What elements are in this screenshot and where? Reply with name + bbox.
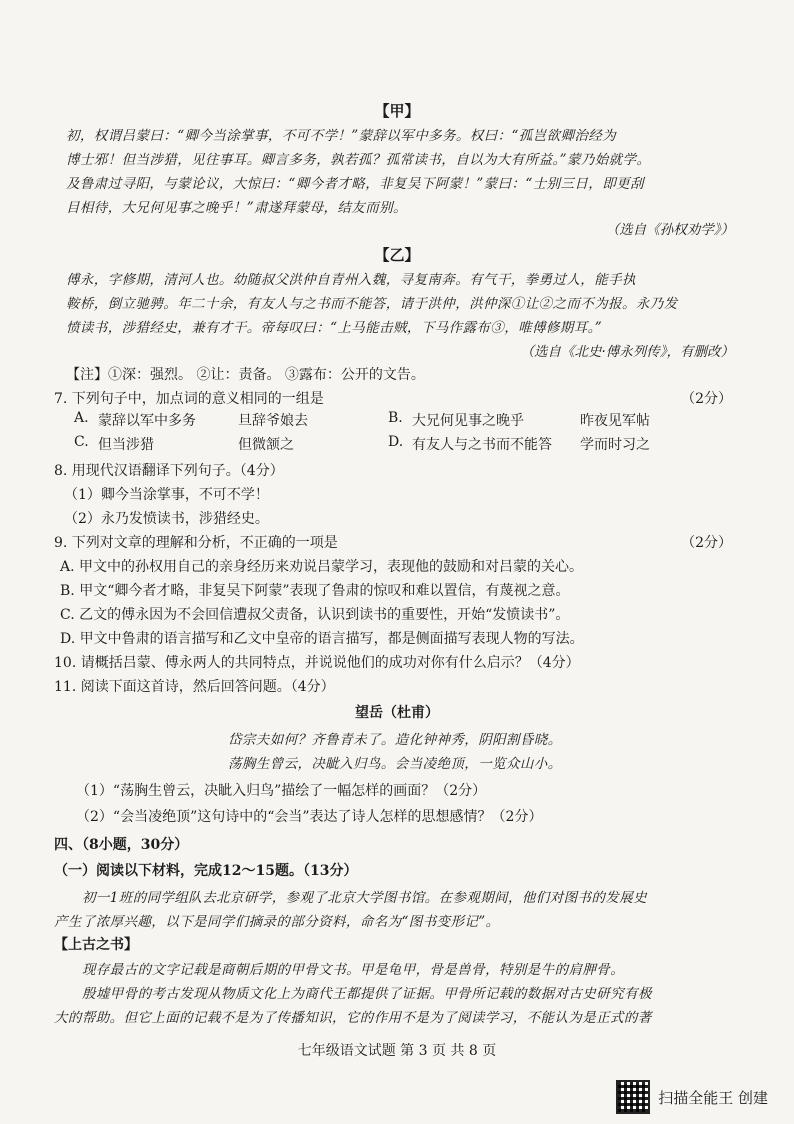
poem-title: 望岳（杜甫） (355, 705, 439, 721)
passage-yi-line: 愤读书，涉猎经史，兼有才干。帝每叹曰：“上马能击贼，下马作露布③，唯傅修期耳。” (66, 320, 603, 336)
q7-option-c-label: C. (74, 434, 89, 450)
passage-jia-line: 目相待，大兄何见事之晚乎！”肃遂拜蒙母，结友而别。 (66, 200, 407, 216)
question-7-stem: 7. 下列句子中，加点词的意义相同的一组是 (54, 391, 324, 407)
poem-line: 荡胸生曾云，决眦入归鸟。会当凌绝顶，一览众山小。 (228, 756, 562, 772)
q7-option-b-label: B. (388, 410, 403, 426)
question-11-item: （1）“荡胸生曾云，决眦入归鸟”描绘了一幅怎样的画面？（2分） (76, 783, 487, 799)
q7-option-d-label: D. (388, 434, 404, 450)
passage-jia-heading: 【甲】 (374, 102, 420, 120)
question-9-stem: 9. 下列对文章的理解和分析，不正确的一项是 (54, 535, 338, 551)
q9-option-a: A. 甲文中的孙权用自己的亲身经历来劝说吕蒙学习，表现他的鼓励和对吕蒙的关心。 (60, 559, 584, 575)
q9-option-d: D. 甲文中鲁肃的语言描写和乙文中皇帝的语言描写，都是侧面描写表现人物的写法。 (60, 631, 584, 647)
scanner-watermark (616, 1080, 768, 1114)
section-4-subheading: （一）阅读以下材料，完成12～15题。（13分） (54, 863, 358, 879)
passage-jia-line: 及鲁肃过寻阳，与蒙论议，大惊曰：“卿今者才略，非复吴下阿蒙！”蒙曰：“士别三日，即更刮 (66, 176, 644, 192)
watermark-text: 扫描全能王 创建 (658, 1088, 768, 1107)
question-7-score: （2分） (681, 391, 732, 407)
question-9-score: （2分） (681, 535, 732, 551)
question-8-item: （2）永乃发愤读书，涉猎经史。 (64, 511, 269, 527)
question-10: 10. 请概括吕蒙、傅永两人的共同特点，并说说他们的成功对你有什么启示？（4分） (54, 655, 580, 671)
q9-option-b: B. 甲文“卿今者才略，非复吴下阿蒙”表现了鲁肃的惊叹和难以置信，有蔑视之意。 (60, 583, 570, 599)
passage-yi-line: 鞍桥，倒立驰骋。年二十余，有友人与之书而不能答，请于洪仲，洪仲深①让②之而不为报。永乃发 (66, 296, 678, 312)
question-8-item: （1）卿今当涂掌事，不可不学！ (64, 487, 269, 503)
q7-option-b-text2: 昨夜见军帖 (580, 413, 650, 429)
material-body-line: 大的帮助。但它上面的记载不是为了传播知识，它的作用不是为了阅读学习，不能认为是正式的著 (54, 1010, 652, 1026)
material-body-line: 殷墟甲骨的考古发现从物质文化上为商代王都提供了证据。甲骨所记载的数据对古史研究有极 (82, 986, 652, 1002)
q7-option-d-text1: 有友人与之书而不能答 (412, 437, 552, 453)
passage-yi-line: 傅永，字修期，清河人也。幼随叔父洪仲自青州入魏，寻复南奔。有气干，拳勇过人，能手执 (66, 272, 636, 288)
q7-option-a-label: A. (74, 410, 89, 426)
passage-jia-line: 博士邪！但当涉猎，见往事耳。卿言多务，孰若孤？孤常读书，自以为大有所益。”蒙乃始就学。 (66, 152, 651, 168)
material-body-line: 现存最古的文字记载是商朝后期的甲骨文书。甲是龟甲，骨是兽骨，特别是牛的肩胛骨。 (82, 962, 625, 978)
passage-yi-source: （选自《北史·傅永列传》，有删改） (520, 344, 734, 360)
passage-jia-line: 初，权谓吕蒙曰：“卿今当涂掌事，不可不学！”蒙辞以军中多务。权曰：“孤岂欲卿治经为 (66, 128, 617, 144)
material-subhead: 【上古之书】 (54, 937, 138, 953)
passage-yi-heading: 【乙】 (374, 246, 420, 264)
passage-jia-source: （选自《孙权劝学》） (605, 222, 734, 238)
question-11-stem: 11. 阅读下面这首诗，然后回答问题。（4分） (54, 679, 335, 695)
qr-code-icon (616, 1080, 650, 1114)
section-4-intro-line: 产生了浓厚兴趣，以下是同学们摘录的部分资料，命名为“图书变形记”。 (54, 914, 500, 930)
q7-option-a-text1: 蒙辞以军中多务 (98, 413, 196, 429)
section-4-heading: 四、（8小题，30分） (54, 837, 189, 853)
question-8-stem: 8. 用现代汉语翻译下列句子。（4分） (54, 463, 284, 479)
q7-option-c-text1: 但当涉猎 (98, 437, 154, 453)
poem-line: 岱宗夫如何？齐鲁青未了。造化钟神秀，阴阳割昏晓。 (228, 732, 562, 748)
q7-option-b-text1: 大兄何见事之晚乎 (412, 413, 524, 429)
q9-option-c: C. 乙文的傅永因为不会回信遭叔父责备，认识到读书的重要性，开始“发愤读书”。 (60, 607, 570, 623)
page-footer: 七年级语文试题 第 3 页 共 8 页 (297, 1043, 497, 1059)
q7-option-c-text2: 但微颔之 (238, 437, 294, 453)
question-11-item: （2）“会当凌绝顶”这句诗中的“会当”表达了诗人怎样的思想感情？（2分） (76, 809, 543, 825)
section-4-intro-line: 初一1班的同学组队去北京研学，参观了北京大学图书馆。在参观期间，他们对图书的发展史 (82, 890, 647, 906)
q7-option-d-text2: 学而时习之 (580, 437, 650, 453)
annotation-notes: 【注】①深：强烈。 ②让：责备。 ③露布：公开的文告。 (66, 367, 425, 383)
q7-option-a-text2: 旦辞爷娘去 (238, 413, 308, 429)
